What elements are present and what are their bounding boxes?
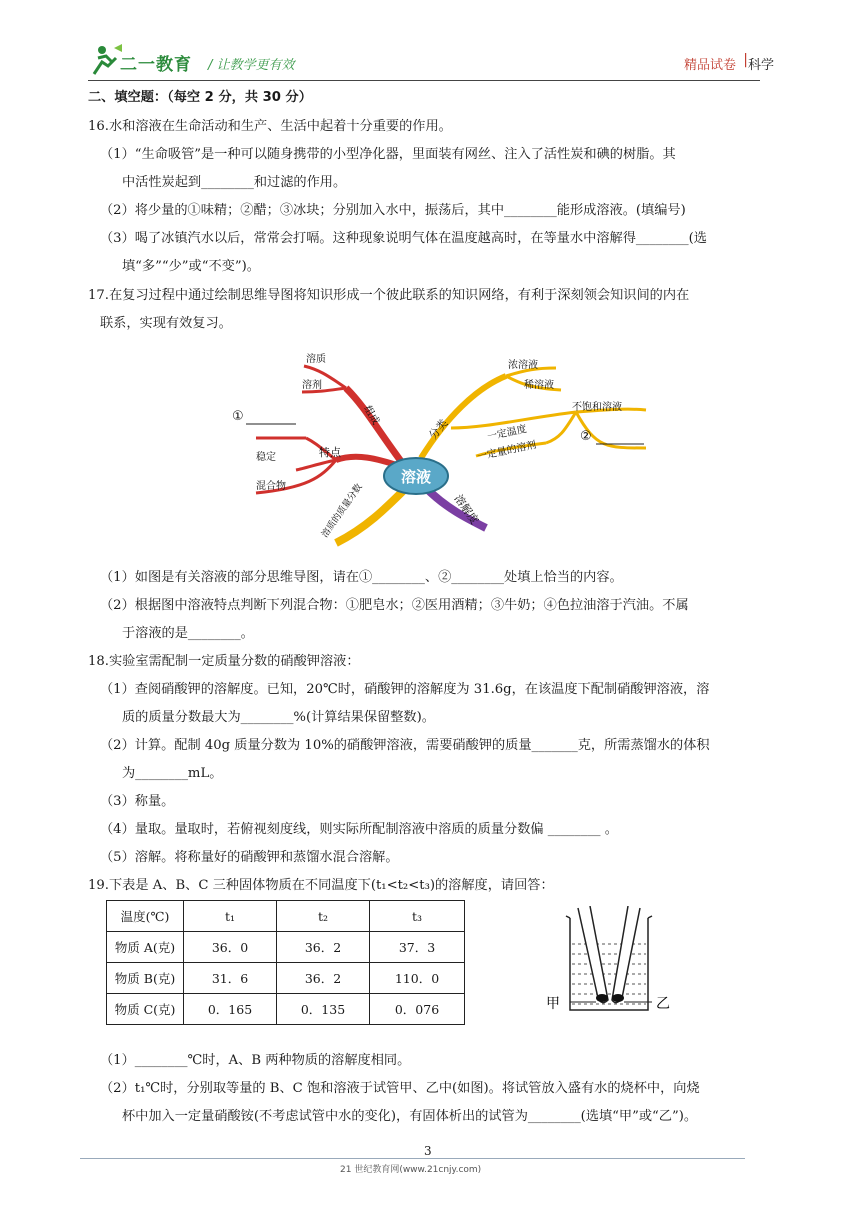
beaker-test-tubes-diagram xyxy=(540,906,680,1018)
label-solvent: 溶剂 xyxy=(302,380,322,391)
header-tag: 精品试卷 xyxy=(683,58,736,73)
label-mixture: 混合物 xyxy=(256,481,286,492)
label-dilute: 稀溶液 xyxy=(524,380,554,391)
table-row xyxy=(107,963,465,994)
label-solubility: 溶解度 xyxy=(451,492,482,527)
table-cell: 温度(℃) xyxy=(107,901,184,932)
solubility-table xyxy=(106,900,465,1025)
q16-part2: （2）将少量的①味精；②醋；③冰块；分别加入水中，振荡后，其中________能形成溶液。(填编号) xyxy=(100,203,686,218)
q17-stem-line2: 联系，实现有效复习。 xyxy=(100,316,232,331)
header-divider xyxy=(88,80,760,81)
table-cell: 0．076 xyxy=(370,994,465,1025)
table-cell: t₃ xyxy=(370,901,465,932)
table-header-row xyxy=(107,901,465,932)
label-temp: 一定温度 xyxy=(486,423,528,443)
header-slogan: / 让教学更有效 xyxy=(208,58,295,73)
q16-stem: 16.水和溶液在生命活动和生产、生活中起着十分重要的作用。 xyxy=(88,119,452,134)
label-stable: 稳定 xyxy=(256,452,276,463)
q18-part4: （4）量取。量取时，若俯视刻度线，则实际所配制溶液中溶质的质量分数偏 ________ 。 xyxy=(100,822,618,837)
q17-part2-line2: 于溶液的是________。 xyxy=(122,626,254,641)
q18-part2-line2: 为________mL。 xyxy=(122,766,223,781)
table-cell: 37．3 xyxy=(370,932,465,963)
center-label: 溶液 xyxy=(400,468,432,486)
header-separator: | xyxy=(743,52,748,68)
q17-part1: （1）如图是有关溶液的部分思维导图，请在①________、②________处填上恰当的内容。 xyxy=(100,570,623,585)
q18-part3: （3）称量。 xyxy=(100,794,175,809)
table-cell: 物质 C(克) xyxy=(107,994,184,1025)
table-cell: 物质 A(克) xyxy=(107,932,184,963)
table-cell: 物质 B(克) xyxy=(107,963,184,994)
brand-name: 二一教育 xyxy=(120,55,192,75)
q17-part2-line1: （2）根据图中溶液特点判断下列混合物：①肥皂水；②医用酒精；③牛奶；④色拉油溶于汽油。不属 xyxy=(100,598,689,613)
table-row xyxy=(107,932,465,963)
label-mass-fraction: 溶质的质量分数 xyxy=(320,482,365,540)
label-classify: 分类 xyxy=(426,416,451,442)
label-blank1: ① xyxy=(232,409,244,424)
table-row xyxy=(107,994,465,1025)
table-cell: 36．2 xyxy=(277,963,370,994)
q19-part1: （1）________℃时，A、B 两种物质的溶解度相同。 xyxy=(100,1053,411,1068)
table-cell: 36．0 xyxy=(184,932,277,963)
q18-part1-line2: 质的质量分数最大为________%(计算结果保留整数)。 xyxy=(122,710,435,725)
q16-part1-line2: 中活性炭起到________和过滤的作用。 xyxy=(122,175,347,190)
q18-part1-line1: （1）查阅硝酸钾的溶解度。已知，20℃时，硝酸钾的溶解度为 31.6g，在该温度下配制硝酸钾溶液，溶 xyxy=(100,682,710,697)
footer-divider xyxy=(80,1158,745,1159)
q16-part3-line1: （3）喝了冰镇汽水以后，常常会打嗝。这种现象说明气体在温度越高时，在等量水中溶解得________(选 xyxy=(100,231,707,246)
header-subject: 科学 xyxy=(747,58,774,73)
q19-stem: 19.下表是 A、B、C 三种固体物质在不同温度下(t₁<t₂<t₃)的溶解度，请回答： xyxy=(88,878,554,893)
label-unsaturated: 不饱和溶液 xyxy=(572,402,622,413)
q16-part3-line2: 填“多”“少”或“不变”)。 xyxy=(122,259,260,274)
table-cell: t₂ xyxy=(277,901,370,932)
q19-part2-line1: （2）t₁℃时，分别取等量的 B、C 饱和溶液于试管甲、乙中(如图)。将试管放入盛有水的烧杯中，向烧 xyxy=(100,1081,700,1096)
section-title: 二、填空题：（每空 2 分，共 30 分） xyxy=(88,90,312,105)
table-cell: 0．135 xyxy=(277,994,370,1025)
label-blank2: ② xyxy=(580,429,592,444)
label-composition: 组成 xyxy=(361,404,381,427)
table-cell: 31．6 xyxy=(184,963,277,994)
footer-site: 21 世纪教育网(www.21cnjy.com) xyxy=(340,1165,482,1175)
q19-part2-line2: 杯中加入一定量硝酸铵(不考虑试管中水的变化)，有固体析出的试管为________(选填“甲”或“乙”)。 xyxy=(122,1109,698,1124)
page-number: 3 xyxy=(424,1144,432,1158)
label-solute: 溶质 xyxy=(306,354,326,365)
branch-classify xyxy=(421,376,506,458)
table-cell: 110．0 xyxy=(370,963,465,994)
label-feature: 特点 xyxy=(319,446,341,459)
q16-part1-line1: （1）“生命吸管”是一种可以随身携带的小型净化器，里面装有网丝、注入了活性炭和碘的树脂。其 xyxy=(100,147,676,162)
label-concentrated: 浓溶液 xyxy=(508,360,538,371)
tube-label-right: 乙 xyxy=(656,996,670,1012)
q17-stem-line1: 17.在复习过程中通过绘制思维导图将知识形成一个彼此联系的知识网络，有利于深刻领会知识间的内在 xyxy=(88,288,690,303)
tube-label-left: 甲 xyxy=(546,996,560,1012)
label-solvent-amount: 一定量的溶剂 xyxy=(476,439,538,463)
table-cell: 36．2 xyxy=(277,932,370,963)
table-cell: 0．165 xyxy=(184,994,277,1025)
mind-map-diagram xyxy=(226,348,666,554)
table-cell: t₁ xyxy=(184,901,277,932)
q18-part2-line1: （2）计算。配制 40g 质量分数为 10%的硝酸钾溶液，需要硝酸钾的质量_______克，所需蒸馏水的体积 xyxy=(100,738,710,753)
q18-part5: （5）溶解。将称量好的硝酸钾和蒸馏水混合溶解。 xyxy=(100,850,399,865)
q18-stem: 18.实验室需配制一定质量分数的硝酸钾溶液： xyxy=(88,654,360,669)
